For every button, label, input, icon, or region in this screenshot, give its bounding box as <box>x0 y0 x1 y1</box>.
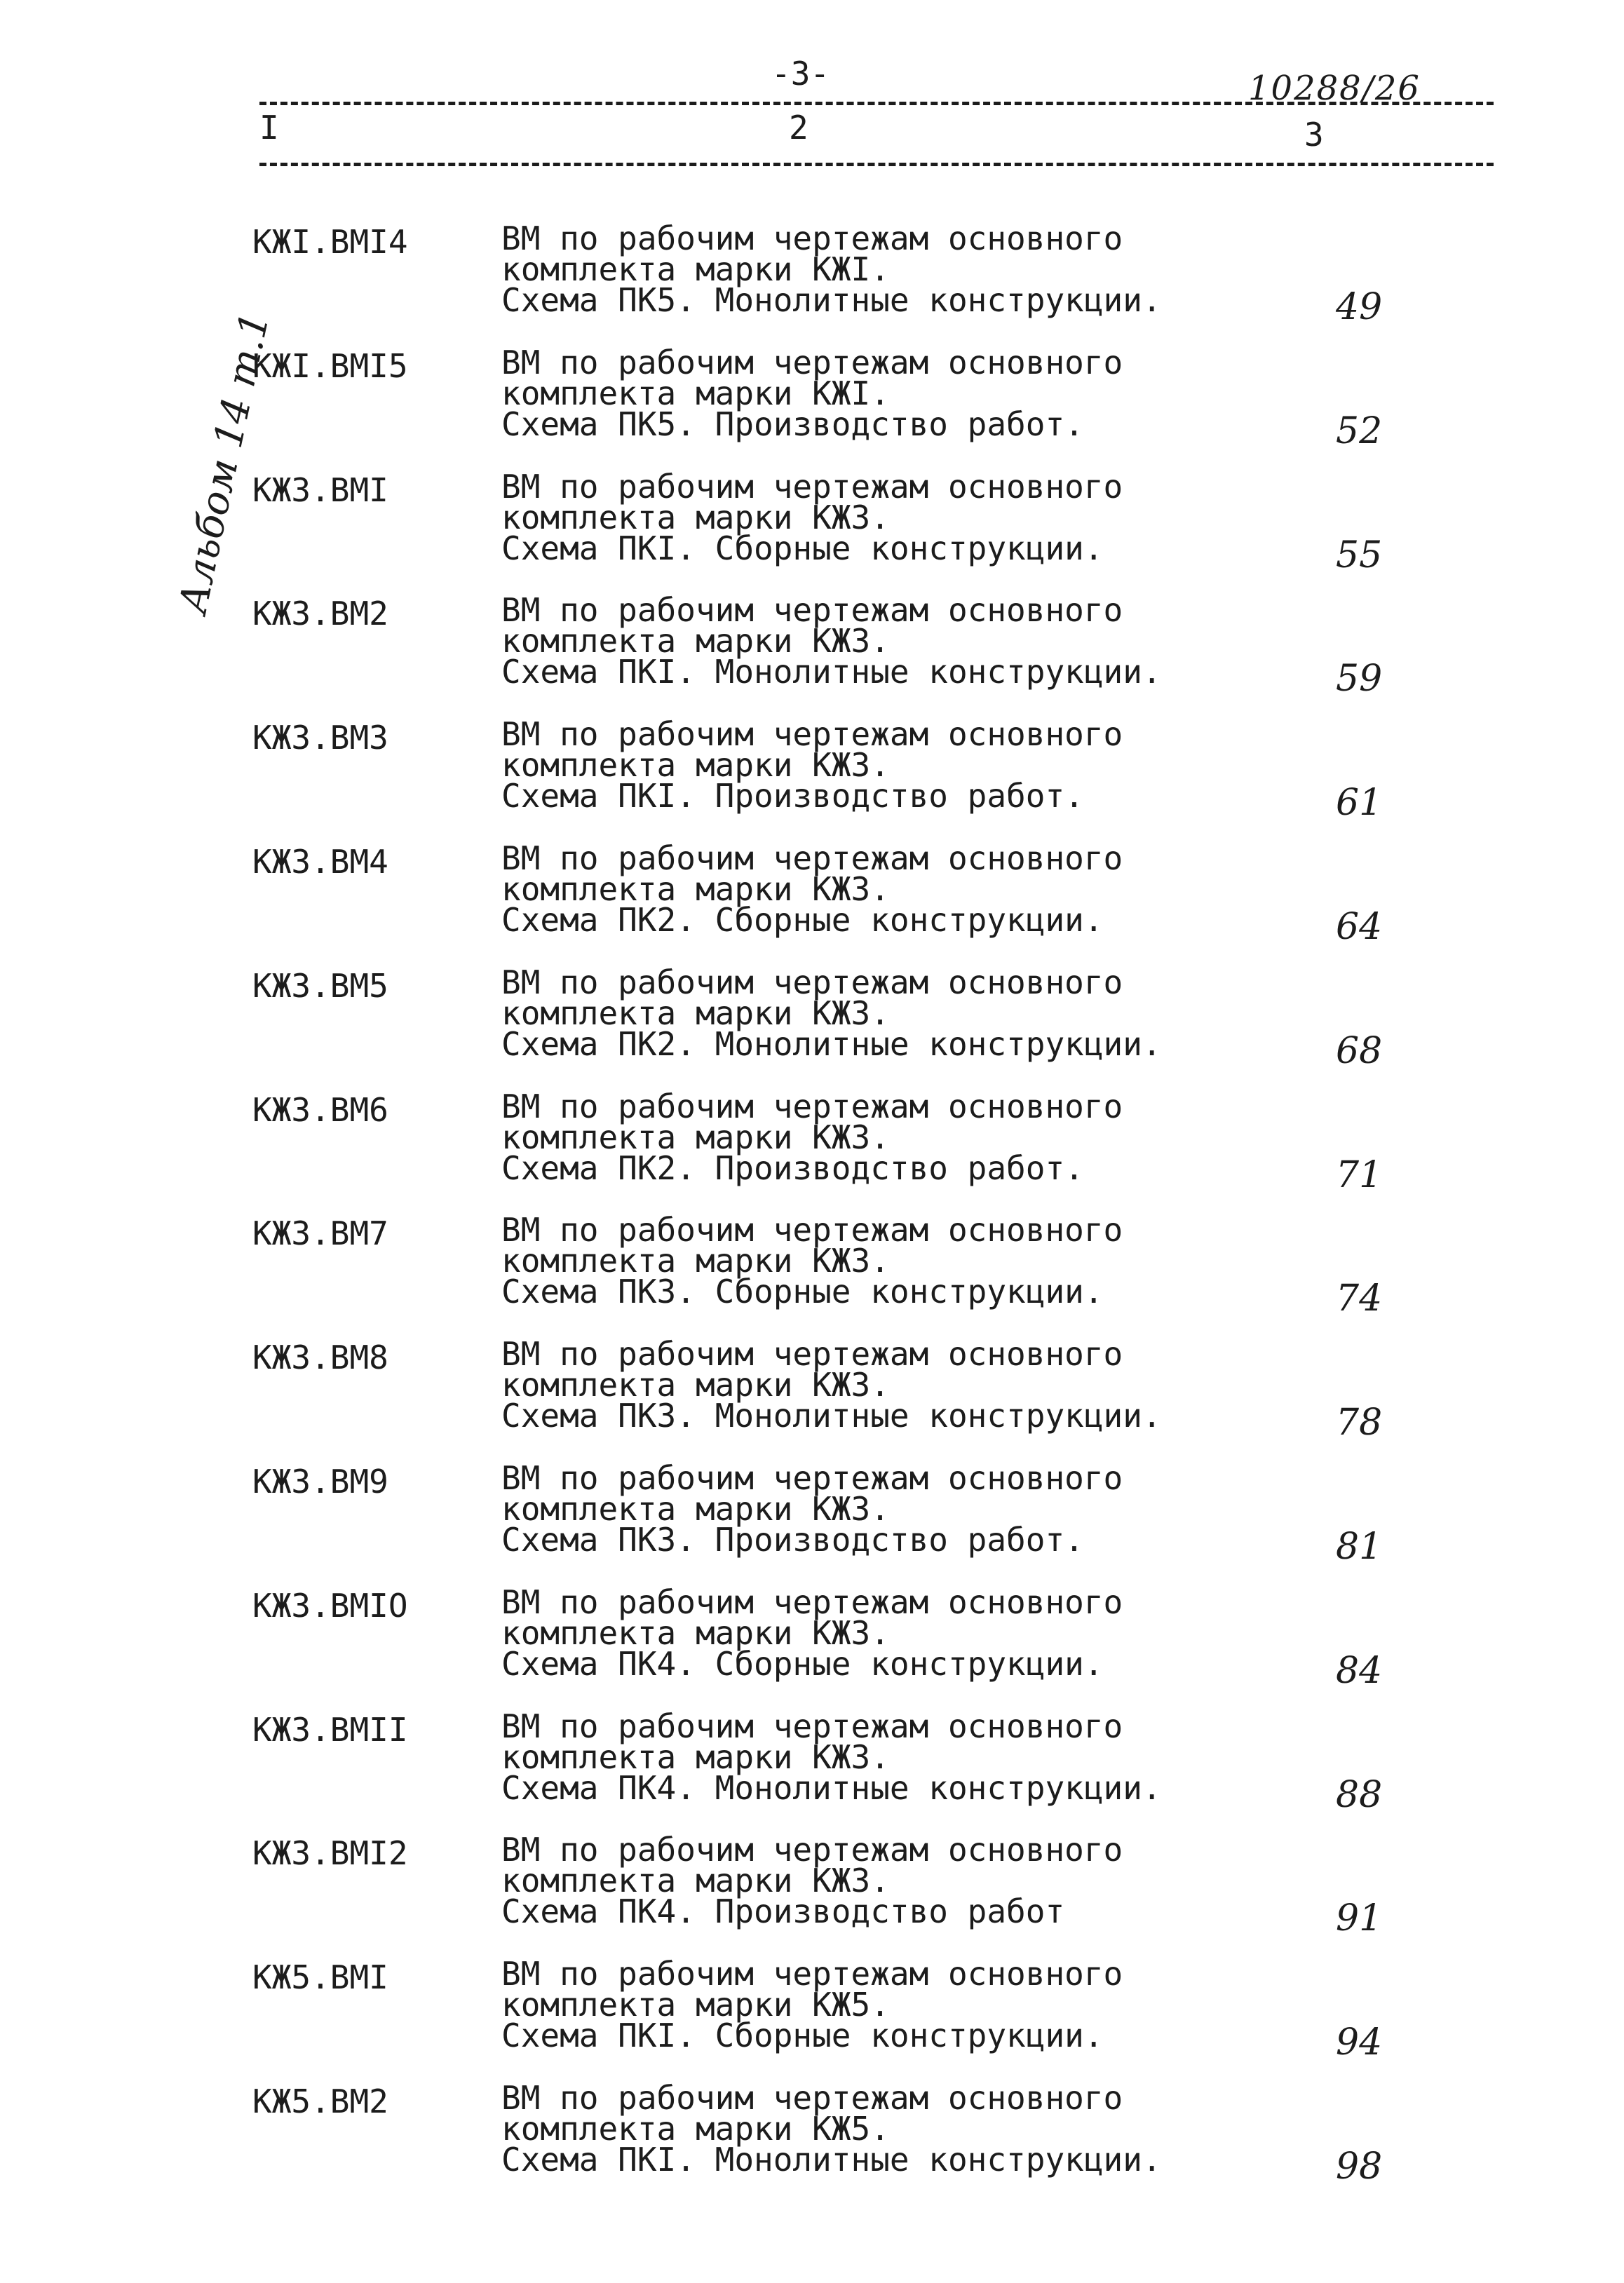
entry-description-line2: комплекта марки КЖ3. <box>501 1738 890 1776</box>
entry-page-number: 55 <box>1336 534 1383 576</box>
entry-code: КЖ3.ВМ6 <box>252 1091 388 1129</box>
entry-description-line1: ВМ по рабочим чертежам основного <box>501 1459 1123 1497</box>
column-header-1: I <box>259 109 279 147</box>
entry-description-line1: ВМ по рабочим чертежам основного <box>501 1211 1123 1249</box>
entry-description <box>501 1088 1123 1187</box>
entry-page-number: 64 <box>1336 906 1383 948</box>
list-item <box>0 1088 1624 1214</box>
list-item <box>0 1707 1624 1834</box>
entry-description <box>501 1955 1123 2054</box>
entry-page-number: 88 <box>1336 1774 1383 1816</box>
document-number: 10288/26 <box>1248 69 1421 108</box>
list-item <box>0 839 1624 966</box>
entry-description-line2: комплекта марки КЖ3. <box>501 1242 890 1280</box>
entry-description-line2: комплекта марки КЖI. <box>501 250 890 288</box>
entry-page-number: 68 <box>1336 1030 1383 1072</box>
page-number: -3- <box>771 55 830 93</box>
entry-description <box>501 1211 1123 1310</box>
entry-code: КЖ3.ВМ7 <box>252 1214 388 1252</box>
entry-description-line3: Схема ПК4. Сборные конструкции. <box>501 1645 1104 1683</box>
entry-description-line3: Схема ПК4. Монолитные конструкции. <box>501 1769 1162 1807</box>
entry-code: КЖ3.ВМ3 <box>252 719 388 757</box>
entry-code: КЖ3.ВМ8 <box>252 1339 388 1376</box>
entry-description-line3: Схема ПКI. Монолитные конструкции. <box>501 653 1162 691</box>
entry-page-number: 61 <box>1336 782 1383 824</box>
entry-code: КЖ3.ВМ4 <box>252 843 388 881</box>
entry-description-line1: ВМ по рабочим чертежам основного <box>501 963 1123 1001</box>
entry-page-number: 94 <box>1336 2021 1383 2064</box>
entry-description-line1: ВМ по рабочим чертежам основного <box>501 1707 1123 1745</box>
list-item <box>0 1831 1624 1958</box>
list-item <box>0 344 1624 470</box>
column-header-2: 2 <box>789 109 808 147</box>
entry-description <box>501 715 1123 815</box>
entry-description <box>501 963 1162 1063</box>
entry-page-number: 81 <box>1336 1526 1383 1568</box>
entry-description-line2: комплекта марки КЖ3. <box>501 1118 890 1156</box>
entry-description-line3: Схема ПК5. Монолитные конструкции. <box>501 281 1162 319</box>
list-item <box>0 1211 1624 1338</box>
entry-description-line2: комплекта марки КЖ5. <box>501 2110 890 2148</box>
entry-code: КЖ3.ВМI2 <box>252 1834 408 1872</box>
entry-description <box>501 344 1123 443</box>
entry-code: КЖ5.ВМ2 <box>252 2082 388 2120</box>
entry-page-number: 78 <box>1336 1402 1383 1444</box>
entry-description-line3: Схема ПК3. Сборные конструкции. <box>501 1273 1104 1310</box>
entry-description-line3: Схема ПКI. Сборные конструкции. <box>501 2017 1104 2054</box>
entry-description <box>501 1335 1162 1435</box>
entry-description-line3: Схема ПК3. Производство работ. <box>501 1521 1084 1559</box>
entry-description-line2: комплекта марки КЖI. <box>501 374 890 412</box>
list-item <box>0 2079 1624 2206</box>
entry-description-line3: Схема ПК5. Производство работ. <box>501 405 1084 443</box>
entry-description-line3: Схема ПКI. Производство работ. <box>501 777 1084 815</box>
entry-description-line3: Схема ПК2. Монолитные конструкции. <box>501 1025 1162 1063</box>
entry-code: КЖI.ВМI4 <box>252 223 408 261</box>
entry-description-line1: ВМ по рабочим чертежам основного <box>501 839 1123 877</box>
header-divider-top <box>259 102 1494 105</box>
entry-description-line1: ВМ по рабочим чертежам основного <box>501 1583 1123 1621</box>
entry-description-line3: Схема ПК2. Сборные конструкции. <box>501 901 1104 939</box>
entry-description-line1: ВМ по рабочим чертежам основного <box>501 344 1123 381</box>
entry-description-line2: комплекта марки КЖ3. <box>501 870 890 908</box>
entry-code: КЖ3.ВМI <box>252 471 388 509</box>
entry-code: КЖ3.ВМIO <box>252 1587 408 1625</box>
entry-description <box>501 219 1162 319</box>
entry-page-number: 49 <box>1336 286 1383 328</box>
list-item <box>0 1459 1624 1586</box>
album-note-text: Альбом 14 т.1 <box>170 308 279 618</box>
entry-description-line1: ВМ по рабочим чертежам основного <box>501 1831 1123 1869</box>
entry-code: КЖ3.ВМII <box>252 1711 408 1749</box>
entry-description <box>501 1707 1162 1807</box>
entry-page-number: 91 <box>1336 1897 1383 1939</box>
entry-code: КЖ3.ВМ5 <box>252 967 388 1005</box>
entry-description-line2: комплекта марки КЖ3. <box>501 622 890 660</box>
entry-description-line3: Схема ПКI. Монолитные конструкции. <box>501 2141 1162 2179</box>
entry-description <box>501 1831 1123 1930</box>
entry-description-line1: ВМ по рабочим чертежам основного <box>501 591 1123 629</box>
entry-description-line2: комплекта марки КЖ3. <box>501 1490 890 1528</box>
entry-description <box>501 1459 1123 1559</box>
entry-code: КЖI.ВМI5 <box>252 347 408 385</box>
entry-description-line3: Схема ПК3. Монолитные конструкции. <box>501 1397 1162 1435</box>
entry-description-line2: комплекта марки КЖ3. <box>501 499 890 536</box>
entry-description <box>501 591 1162 691</box>
entry-page-number: 52 <box>1336 410 1383 452</box>
entry-description-line2: комплекта марки КЖ3. <box>501 1862 890 1899</box>
list-item <box>0 591 1624 718</box>
entry-description-line2: комплекта марки КЖ3. <box>501 1366 890 1404</box>
column-header-3: 3 <box>1304 116 1324 154</box>
entry-description <box>501 468 1123 567</box>
entry-page-number: 59 <box>1336 658 1383 700</box>
entry-description-line2: комплекта марки КЖ5. <box>501 1986 890 2024</box>
entry-page-number: 84 <box>1336 1650 1383 1692</box>
list-item <box>0 1955 1624 2082</box>
list-item <box>0 963 1624 1090</box>
header-divider-bottom <box>259 163 1494 166</box>
entry-page-number: 98 <box>1336 2146 1383 2188</box>
entry-description-line1: ВМ по рабочим чертежам основного <box>501 1955 1123 1993</box>
entry-code: КЖ3.ВМ2 <box>252 595 388 632</box>
entry-description-line3: Схема ПКI. Сборные конструкции. <box>501 529 1104 567</box>
entry-description-line1: ВМ по рабочим чертежам основного <box>501 715 1123 753</box>
entry-code: КЖ5.ВМI <box>252 1958 388 1996</box>
list-item <box>0 715 1624 842</box>
list-item <box>0 1583 1624 1710</box>
list-item <box>0 468 1624 595</box>
entry-description <box>501 2079 1162 2179</box>
entry-description <box>501 1583 1123 1683</box>
entry-code: КЖ3.ВМ9 <box>252 1463 388 1500</box>
entry-page-number: 74 <box>1336 1278 1383 1320</box>
entry-description-line2: комплекта марки КЖ3. <box>501 1614 890 1652</box>
list-item <box>0 219 1624 346</box>
entry-description-line3: Схема ПК2. Производство работ. <box>501 1149 1084 1187</box>
entry-description-line2: комплекта марки КЖ3. <box>501 746 890 784</box>
entry-description-line2: комплекта марки КЖ3. <box>501 994 890 1032</box>
entry-description-line1: ВМ по рабочим чертежам основного <box>501 219 1123 257</box>
entry-description-line1: ВМ по рабочим чертежам основного <box>501 468 1123 506</box>
entry-page-number: 71 <box>1336 1154 1383 1196</box>
entry-description <box>501 839 1123 939</box>
entry-description-line1: ВМ по рабочим чертежам основного <box>501 1088 1123 1125</box>
entry-description-line1: ВМ по рабочим чертежам основного <box>501 2079 1123 2117</box>
list-item <box>0 1335 1624 1462</box>
entry-description-line1: ВМ по рабочим чертежам основного <box>501 1335 1123 1373</box>
entry-description-line3: Схема ПК4. Производство работ <box>501 1892 1065 1930</box>
